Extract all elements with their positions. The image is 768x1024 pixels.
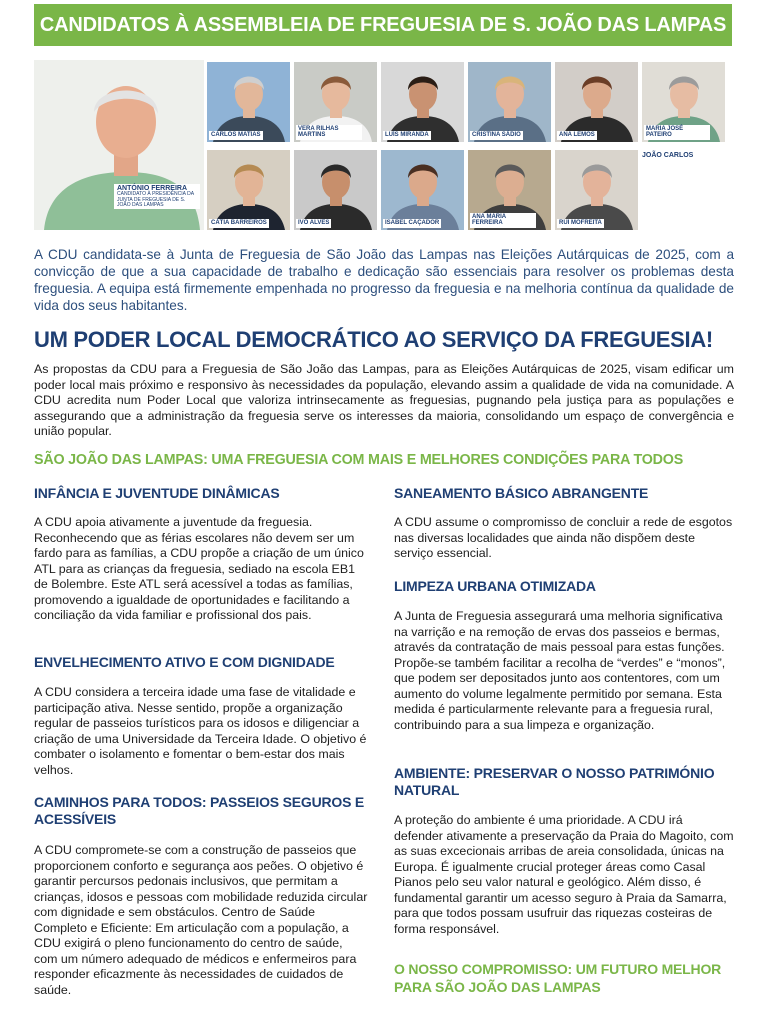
candidate-portrait [555,62,638,142]
candidate-portrait [555,150,638,230]
candidate-photo [294,150,377,230]
candidate-portrait [207,150,290,230]
candidate-name: VERA RILHAS MARTINS [296,125,362,140]
intro-paragraph: A CDU candidata-se à Junta de Freguesia de São João das Lampas nas Eleições Autárquicas de 2025, com a convicção de que a sua capacidade de trabalho e dedicação são essenciais para resolver os problemas desta freguesia. A equipa está firmemente empenhada no progresso da freguesia e na melhoria contínua da qualidade de vida dos seus habitantes. [34,247,734,313]
candidate-name: MARIA JOSÉ PATEIRO [644,125,710,140]
section-body-limpeza: A Junta de Freguesia assegurará uma melhoria significativa na varrição e na remoção de ervas dos passeios e bermas, através da contratação de mais pessoal para estas funções. Propõe-se também facilitar a recolha de “verdes” e “monos”, que podem ser depositados junto aos contentores, com um aumento do volume legalmente permitido por semana. Esta medida é particularmente relevante para a freguesia rural, contribuindo para a sua limpeza e organização. [394,609,726,732]
section-title-saneamento: SANEAMENTO BÁSICO ABRANGENTE [394,485,649,501]
candidate-photo [207,62,290,142]
section-title-limpeza: LIMPEZA URBANA OTIMIZADA [394,578,596,594]
candidate-photo [381,150,464,230]
candidate-photo [468,150,551,230]
candidate-portrait [381,62,464,142]
candidate-name: CÁTIA BARREIROS [211,220,267,227]
candidate-portrait [207,62,290,142]
section-title-envelhecimento: ENVELHECIMENTO ATIVO E COM DIGNIDADE [34,654,335,670]
lead-candidate-name: ANTÓNIO FERREIRA [117,185,187,192]
candidate-portrait [381,150,464,230]
candidate-photo [207,150,290,230]
lead-candidate-caption [114,184,200,209]
candidate-name: CARLOS MATIAS [211,132,261,139]
candidate-name: ISABEL CAÇADOR [385,220,440,227]
candidate-photo [555,62,638,142]
main-body: As propostas da CDU para a Freguesia de São João das Lampas, para as Eleições Autárquicas de 2025, visam edificar um poder local mais próximo e responsivo às necessidades da população, elevando assim a qualidade de vida na comunidade. A CDU acredita num Poder Local que valoriza intrinsecamente as freguesias, pugnando pela justiça para as populações e assegurando que a administração da freguesia serve os interesses da maioria, consolidando um espaço de convergência e união popular. [34,362,734,438]
section-title-infancia: INFÂNCIA E JUVENTUDE DINÂMICAS [34,485,280,501]
extra-candidate-name: JOÃO CARLOS [642,152,694,159]
candidate-photo [642,62,725,142]
header-title: CANDIDATOS À ASSEMBLEIA DE FREGUESIA DE S. JOÃO DAS LAMPAS [39,13,727,36]
lead-candidate-photo [34,60,204,230]
candidate-photo [294,62,377,142]
closing-title: O NOSSO COMPROMISSO: UM FUTURO MELHOR PARA SÃO JOÃO DAS LAMPAS [394,961,722,995]
section-body-envelhecimento: A CDU considera a terceira idade uma fase de vitalidade e participação ativa. Nesse sentido, propõe a organização regular de passeios turísticos para os idosos e diligenciar a criação de uma Universidade da Terceira Idade. O objetivo é combater o isolamento e fomentar o bem-estar dos mais velhos. [34,685,367,777]
section-title-caminhos: CAMINHOS PARA TODOS: PASSEIOS SEGUROS E ACESSÍVEIS [34,794,365,827]
section-body-ambiente: A proteção do ambiente é uma prioridade. A CDU irá defender ativamente a preservação da Praia do Magoito, com as suas excecionais arribas de areia consolidada, únicas na Europa. É igualmente crucial proteger áreas como Casal Pianos pelo seu valor natural e geológico. Além disso, é fundamental garantir um acesso seguro à Praia da Samarra, para que todos possam usufruir das riquezas costeiras de forma responsável. [394,813,734,936]
header-banner [34,4,732,46]
candidate-name: RUI MOFREITA [559,220,602,227]
candidate-photo [381,62,464,142]
section-body-saneamento: A CDU assume o compromisso de concluir a rede de esgotos nas diversas localidades que ainda não dispõem deste serviço essencial. [394,515,733,560]
lead-candidate-role: CANDIDATO À PRESIDÊNCIA DA JUNTA DE FREGUESIA DE S. JOÃO DAS LAMPAS [117,191,194,208]
main-title: UM PODER LOCAL DEMOCRÁTICO AO SERVIÇO DA FREGUESIA! [34,327,713,352]
candidate-portrait [468,62,551,142]
candidate-photo [468,62,551,142]
section-body-caminhos: A CDU compromete-se com a construção de passeios que proporcionem conforto e segurança aos peões. O objetivo é garantir percursos pedonais inclusivos, que permitam a crianças, idosos e pessoas com mobilidade reduzida circular com dignidade e sem obstáculos. Centro de Saúde Completo e Eficiente: Em articulação com a população, a CDU exigirá o pleno funcionamento do centro de saúde, com um número adequado de médicos e enfermeiros para responder eficazmente às necessidades de cuidados de saúde. [34,843,368,997]
candidate-name: IVO ALVES [298,220,330,227]
candidate-name: LUÍS MIRANDA [385,132,429,139]
section-body-infancia: A CDU apoia ativamente a juventude da freguesia. Reconhecendo que as férias escolares não devem ser um fardo para as famílias, a CDU propõe a criação de um único ATL para as crianças da freguesia, sediado na escola EB1 de Bolembre. Este ATL será acessível a todas as famílias, promovendo a igualdade de oportunidades e facilitando a conciliação da vida familiar e profissional dos pais. [34,515,364,622]
section-title-ambiente: AMBIENTE: PRESERVAR O NOSSO PATRIMÓNIO NATURAL [394,765,715,798]
candidate-name: ANA LEMOS [559,132,595,139]
candidate-name: CRISTINA SÁDIO [472,132,521,139]
candidate-name: ANA MARIA FERREIRA [470,213,536,228]
candidate-portrait [294,150,377,230]
candidate-photo [555,150,638,230]
main-subtitle: SÃO JOÃO DAS LAMPAS: UMA FREGUESIA COM MAIS E MELHORES CONDIÇÕES PARA TODOS [34,452,684,468]
